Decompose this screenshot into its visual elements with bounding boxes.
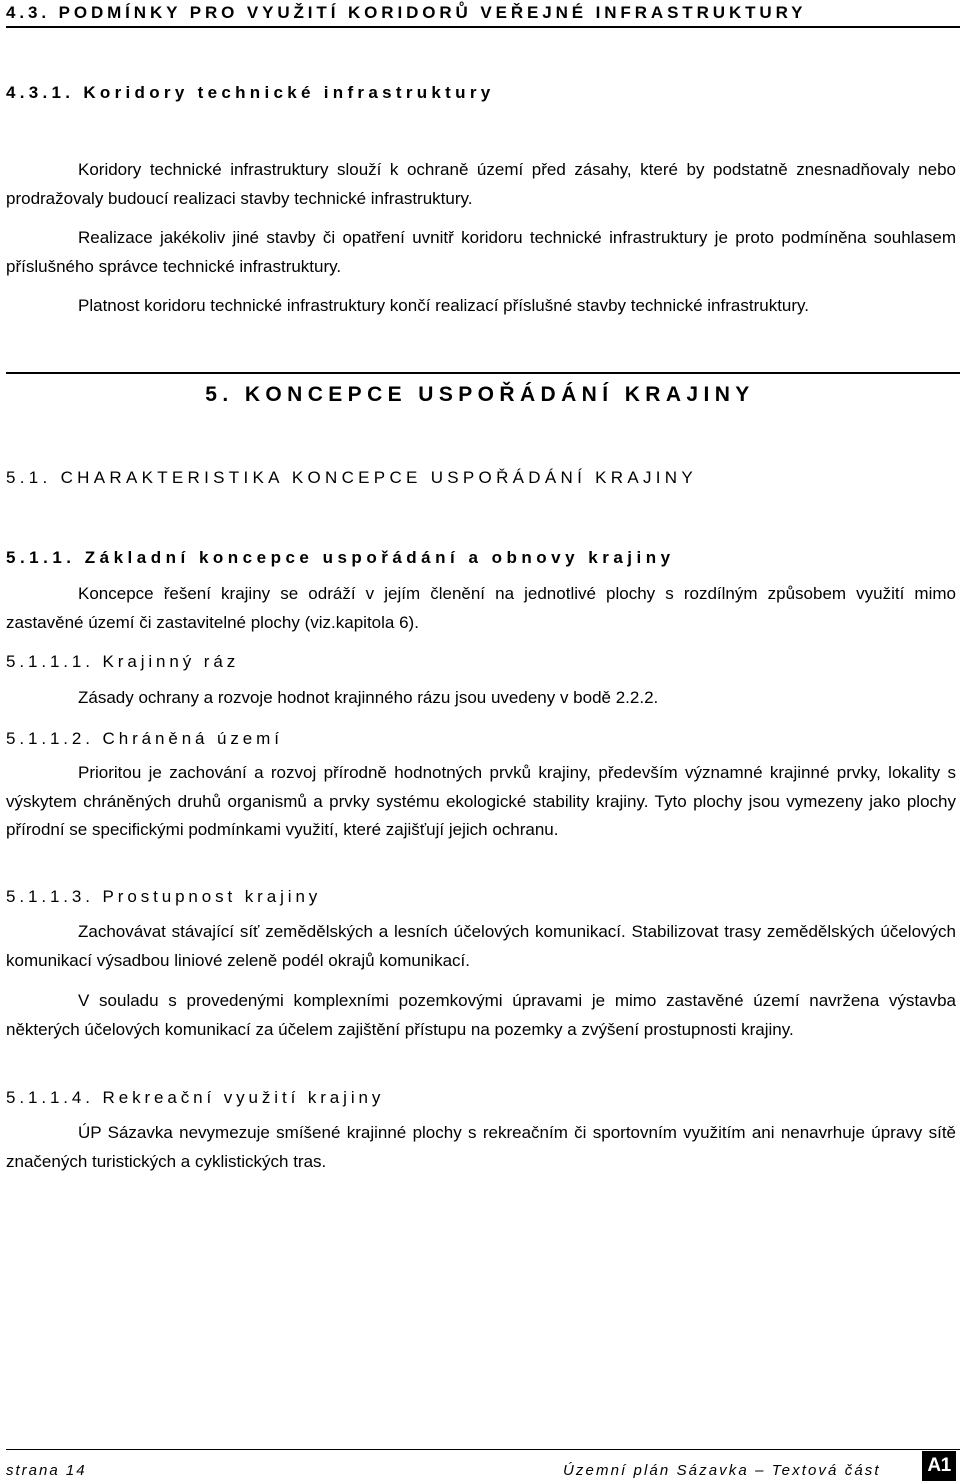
- footer-page-number: strana 14: [6, 1462, 87, 1479]
- paragraph: Koncepce řešení krajiny se odráží v jejím členění na jednotlivé plochy s rozdílným způsobem využití mimo zastavěné území či zastavitelné plochy (viz.kapitola 6).: [6, 584, 956, 632]
- footer-divider: [6, 1449, 960, 1450]
- paragraph: Realizace jakékoliv jiné stavby či opatření uvnitř koridoru technické infrastruktury je proto podmíněna souhlasem příslušného správce technické infrastruktury.: [6, 228, 956, 276]
- paragraph: V souladu s provedenými komplexními pozemkovými úpravami je mimo zastavěné území navržena výstavba některých účelových komunikací za účelem zajištění přístupu na pozemky a zvýšení prostupnosti krajiny.: [6, 991, 956, 1039]
- footer-document-title: Územní plán Sázavka – Textová část: [563, 1462, 881, 1479]
- paragraph: Prioritou je zachování a rozvoj přírodně hodnotných prvků krajiny, především významné krajinné prvky, lokality s výskytem chráněných druhů organismů a prvky systému ekologické stability krajiny. Tyto plochy jsou vymezeny jako plochy přírodní se specifickými podmínkami využití, které zajišťují jejich ochranu.: [6, 763, 956, 839]
- paragraph: Zásady ochrany a rozvoje hodnot krajinného rázu jsou uvedeny v bodě 2.2.2.: [78, 688, 659, 707]
- item-heading-5-1-1-4: 5.1.1.4. Rekreační využití krajiny: [6, 1088, 385, 1107]
- section-heading-5-1: 5.1. CHARAKTERISTIKA KONCEPCE USPOŘÁDÁNÍ KRAJINY: [6, 468, 698, 487]
- item-heading-5-1-1-1: 5.1.1.1. Krajinný ráz: [6, 652, 240, 671]
- item-heading-5-1-1-2: 5.1.1.2. Chráněná území: [6, 729, 283, 748]
- chapter-heading-5: 5. KONCEPCE USPOŘÁDÁNÍ KRAJINY: [205, 383, 755, 406]
- section-divider: [6, 26, 960, 28]
- section-heading-4-3: 4.3. PODMÍNKY PRO VYUŽITÍ KORIDORŮ VEŘEJNÉ INFRASTRUKTURY: [6, 3, 807, 22]
- paragraph: Platnost koridoru technické infrastruktury končí realizací příslušné stavby technické infrastruktury.: [78, 296, 809, 315]
- subsection-heading-4-3-1: 4.3.1. Koridory technické infrastruktury: [6, 83, 495, 102]
- paragraph: ÚP Sázavka nevymezuje smíšené krajinné plochy s rekreačním či sportovním využitím ani nenavrhuje úpravy sítě značených turistických a cyklistických tras.: [6, 1123, 956, 1171]
- chapter-divider: [6, 372, 960, 374]
- paragraph: Zachovávat stávající síť zemědělských a lesních účelových komunikací. Stabilizovat trasy zemědělských účelových komunikací výsadbou liniové zeleně podél okrajů komunikací.: [6, 922, 956, 970]
- item-heading-5-1-1-3: 5.1.1.3. Prostupnost krajiny: [6, 887, 322, 906]
- document-badge: A1: [922, 1451, 956, 1481]
- subsection-heading-5-1-1: 5.1.1. Základní koncepce uspořádání a obnovy krajiny: [6, 548, 675, 567]
- paragraph: Koridory technické infrastruktury slouží k ochraně území před zásahy, které by podstatně znesnadňovaly nebo prodražovaly budoucí realizaci stavby technické infrastruktury.: [6, 160, 956, 208]
